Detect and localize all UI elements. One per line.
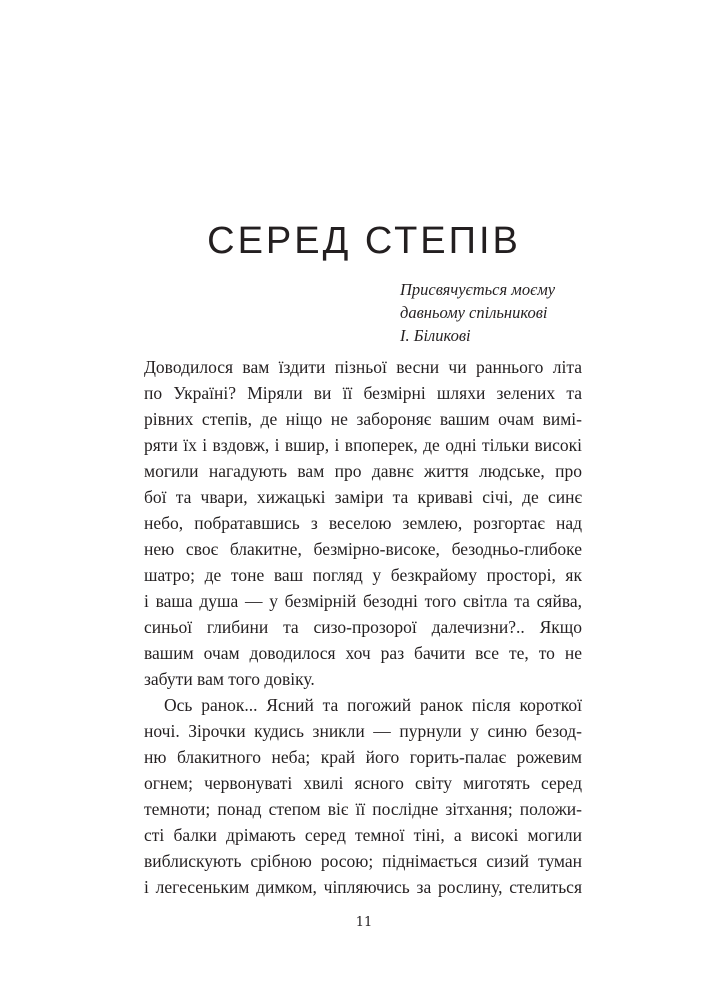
text-line: шатро; де тоне ваш погляд у безкрайому просторі, як — [144, 565, 582, 585]
page-number: 11 — [355, 915, 373, 930]
text-line: виблискують срібною росою; піднімається сизий туман — [144, 851, 582, 871]
text-line: Доводилося вам їздити пізньої весни чи раннього літа — [144, 357, 582, 377]
body-text — [144, 354, 582, 900]
text-line: сті балки дрімають серед темної тіні, а високі могили — [144, 825, 582, 845]
paragraph — [144, 692, 582, 900]
text-line: ночі. Зірочки кудись зникли — пурнули у синю безод- — [144, 721, 582, 741]
text-line: бої та чвари, хижацькі заміри та криваві січі, де синє — [144, 487, 582, 507]
text-line: могили нагадують вам про давнє життя людське, про — [144, 461, 582, 481]
text-line: ряти їх і вздовж, і вшир, і впоперек, де одні тільки високі — [144, 435, 582, 455]
text-line: Ось ранок... Ясний та погожий ранок після короткої — [164, 695, 582, 715]
text-line: і ваша душа — у безмірній безодні того світла та сяйва, — [144, 591, 582, 611]
epigraph — [400, 278, 555, 347]
epigraph-line: давньому спільникові — [400, 303, 548, 322]
text-line: рівних степів, де ніщо не забороняє вашим очам вимі- — [144, 409, 582, 429]
text-line: ню блакитного неба; край його горить-палає рожевим — [144, 747, 582, 767]
epigraph-line: Присвячується моєму — [400, 280, 556, 299]
text-line: вашим очам доводилося хоч раз бачити все те, то не — [144, 643, 582, 663]
text-line: нею своє блакитне, безмірно-високе, безодньо-глибоке — [144, 539, 582, 559]
paragraph — [144, 354, 582, 692]
chapter-title: СЕРЕД СТЕПІВ — [207, 220, 521, 262]
text-line: забути вам того довіку. — [144, 669, 315, 689]
text-line: небо, побратавшись з веселою землею, розгортає над — [144, 513, 582, 533]
text-line: синьої глибини та сизо-прозорої далечизни?.. Якщо — [144, 617, 582, 637]
text-line: по Україні? Міряли ви її безмірні шляхи зелених та — [144, 383, 582, 403]
text-line: і легесеньким димком, чіпляючись за рослину, стелиться — [144, 877, 582, 897]
text-line: огнем; червонуваті хвилі ясного світу миготять серед — [144, 773, 582, 793]
epigraph-line: І. Біликові — [400, 326, 471, 345]
text-line: темноти; понад степом віє її послідне зітхання; положи- — [144, 799, 582, 819]
